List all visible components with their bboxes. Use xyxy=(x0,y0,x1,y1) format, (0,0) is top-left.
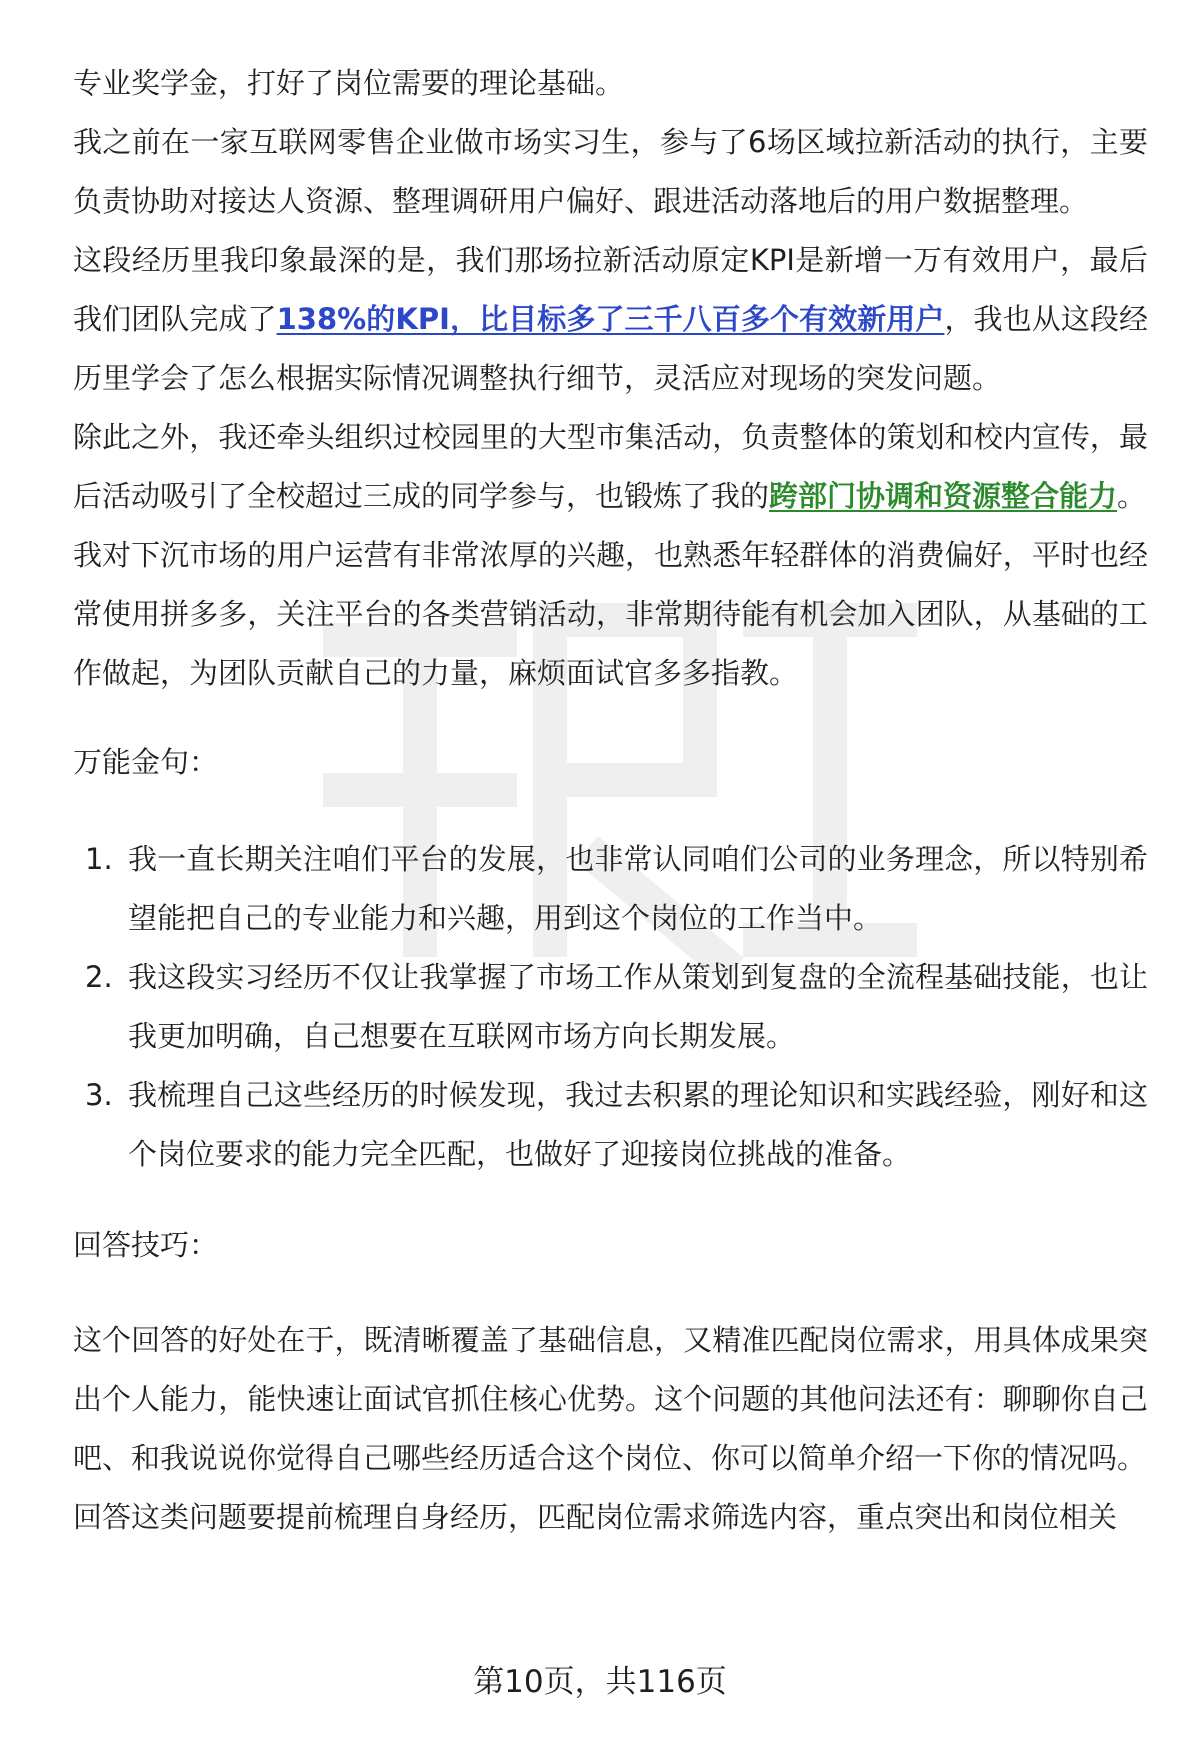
list-item-text: 我一直长期关注咱们平台的发展，也非常认同咱们公司的业务理念，所以特别希望能把自己的专业能力和兴趣，用到这个岗位的工作当中。 xyxy=(128,842,1148,935)
paragraph-3-text-b: ，我也从这段经历里学会了怎么根据实际情况调整执行细节，灵活应对现场的突发问题。 xyxy=(73,302,1148,395)
list-item-text: 我梳理自己这些经历的时候发现，我过去积累的理论知识和实践经验，刚好和这个岗位要求的能力完全匹配，也做好了迎接岗位挑战的准备。 xyxy=(128,1078,1148,1171)
list-item xyxy=(73,1066,1148,1184)
list-item-number: 2. xyxy=(85,960,113,994)
list-item-number: 3. xyxy=(85,1078,113,1112)
paragraph-1: 专业奖学金，打好了岗位需要的理论基础。 xyxy=(73,66,625,100)
list-item xyxy=(73,948,1148,1066)
highlight-kpi: 138%的KPI，比目标多了三千八百多个有效新用户 xyxy=(276,302,945,336)
paragraph-3-text-a: 这段经历里我印象最深的是，我们那场拉新活动原定KPI是新增一万有效用户，最后我们团队完成了 xyxy=(73,243,1148,336)
tips-paragraph-2: 回答这类问题要提前梳理自身经历，匹配岗位需求筛选内容，重点突出和岗位相关 xyxy=(73,1500,1118,1534)
tips-title: 回答技巧： xyxy=(73,1228,219,1262)
list-item-text: 我这段实习经历不仅让我掌握了市场工作从策划到复盘的全流程基础技能，也让我更加明确，自己想要在互联网市场方向长期发展。 xyxy=(128,960,1148,1053)
page-number: 第10页，共116页 xyxy=(473,1664,727,1700)
golden-phrases-list xyxy=(73,830,1148,1184)
document-body xyxy=(73,54,1148,1547)
highlight-ability: 跨部门协调和资源整合能力 xyxy=(769,479,1118,513)
golden-phrases-title: 万能金句： xyxy=(73,745,219,779)
list-item-number: 1. xyxy=(85,842,113,876)
paragraph-4-text-a: 除此之外，我还牵头组织过校园里的大型市集活动，负责整体的策划和校内宣传，最后活动吸引了全校超过三成的同学参与，也锻炼了我的 xyxy=(73,420,1148,513)
paragraph-5: 我对下沉市场的用户运营有非常浓厚的兴趣，也熟悉年轻群体的消费偏好，平时也经常使用拼多多，关注平台的各类营销活动，非常期待能有机会加入团队，从基础的工作做起，为团队贡献自己的力量，麻烦面试官多多指教。 xyxy=(73,538,1148,690)
tips-paragraph-1: 这个回答的好处在于，既清晰覆盖了基础信息，又精准匹配岗位需求，用具体成果突出个人能力，能快速让面试官抓住核心优势。这个问题的其他问法还有：聊聊你自己吧、和我说说你觉得自己哪些经历适合这个岗位、你可以简单介绍一下你的情况吗。 xyxy=(73,1323,1148,1475)
paragraph-2: 我之前在一家互联网零售企业做市场实习生，参与了6场区域拉新活动的执行，主要负责协助对接达人资源、整理调研用户偏好、跟进活动落地后的用户数据整理。 xyxy=(73,125,1148,218)
paragraph-4-text-b: 。 xyxy=(1117,479,1147,513)
paragraph-3 xyxy=(73,231,1148,408)
paragraph-4 xyxy=(73,408,1148,526)
list-item xyxy=(73,830,1148,948)
